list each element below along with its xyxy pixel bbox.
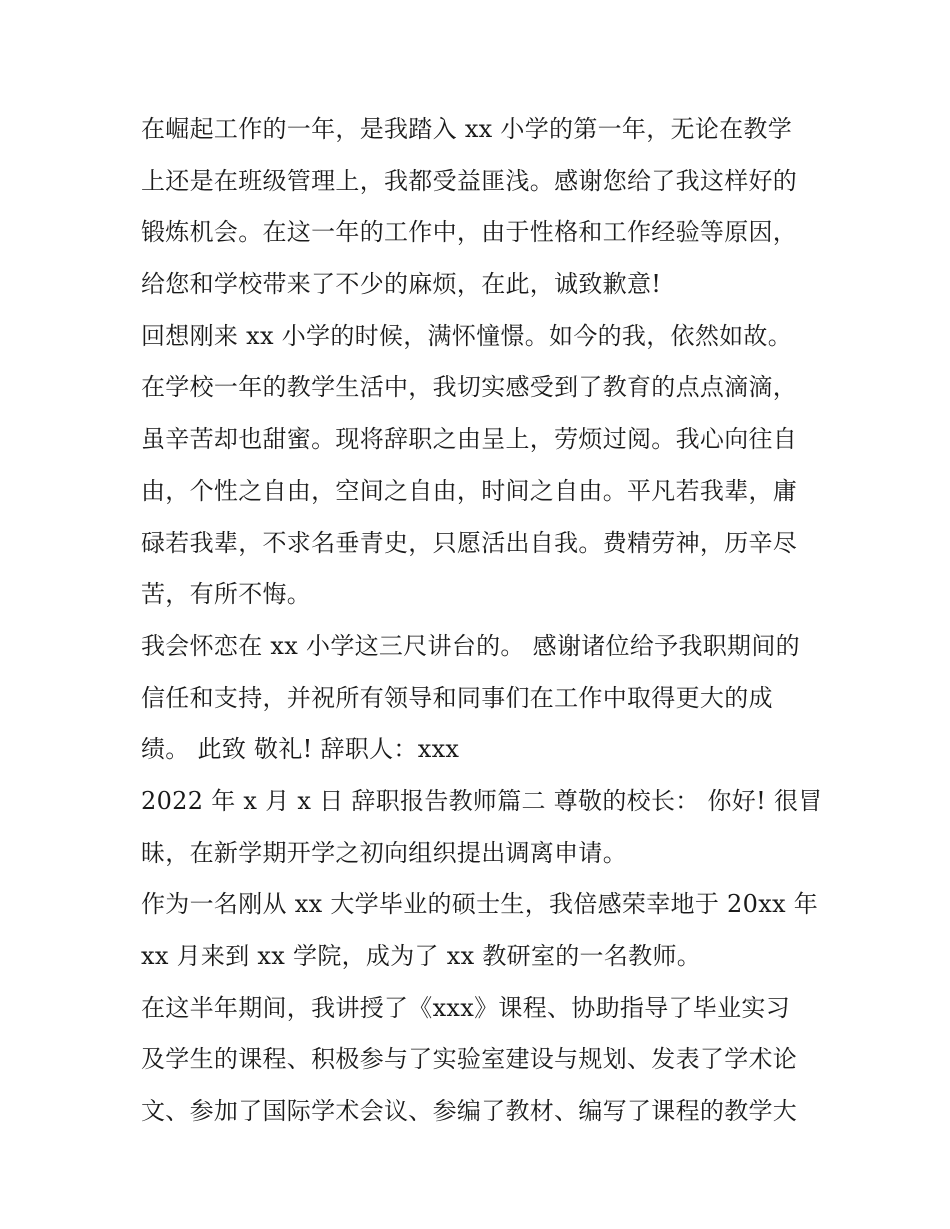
- text-line: 在崛起工作的一年，是我踏入 xx 小学的第一年，无论在教学: [141, 115, 793, 143]
- text-line: 虽辛苦却也甜蜜。现将辞职之由呈上，劳烦过阅。我心向往自: [141, 425, 798, 454]
- text-line: 在学校一年的教学生活中，我切实感受到了教育的点点滴滴，: [141, 373, 798, 402]
- text-line: 信任和支持，并祝所有领导和同事们在工作中取得更大的成: [141, 683, 773, 712]
- text-line: 上还是在班级管理上，我都受益匪浅。感谢您给了我这样好的: [141, 166, 798, 195]
- text-line: 回想刚来 xx 小学的时候，满怀憧憬。如今的我，依然如故。: [141, 321, 793, 350]
- text-line: 锻炼机会。在这一年的工作中，由于性格和工作经验等原因，: [141, 218, 798, 247]
- text-line: 文、参加了国际学术会议、参编了教材、编写了课程的教学大: [141, 1097, 798, 1126]
- text-line: 给您和学校带来了不少的麻烦，在此，诚致歉意!: [141, 270, 662, 299]
- text-line: 2022 年 x 月 x 日 辞职报告教师篇二 尊敬的校长： 你好! 很冒: [141, 786, 823, 815]
- text-line: 我会怀恋在 xx 小学这三尺讲台的。 感谢诸位给予我职期间的: [141, 631, 800, 660]
- text-line: xx 月来到 xx 学院，成为了 xx 教研室的一名教师。: [141, 942, 702, 970]
- text-line: 绩。 此致 敬礼! 辞职人：xxx: [141, 735, 460, 764]
- text-line: 作为一名刚从 xx 大学毕业的硕士生，我倍感荣幸地于 20xx 年: [141, 890, 819, 919]
- text-line: 苦，有所不悔。: [141, 580, 312, 609]
- document-body: [141, 107, 821, 1141]
- text-line: 及学生的课程、积极参与了实验室建设与规划、发表了学术论: [141, 1045, 798, 1074]
- text-line: 昧，在新学期开学之初向组织提出调离申请。: [141, 838, 627, 867]
- text-line: 碌若我辈，不求名垂青史，只愿活出自我。费精劳神，历辛尽: [141, 528, 798, 557]
- text-line: 在这半年期间，我讲授了《xxx》课程、协助指导了毕业实习: [141, 993, 791, 1022]
- text-line: 由，个性之自由，空间之自由，时间之自由。平凡若我辈，庸: [141, 476, 798, 505]
